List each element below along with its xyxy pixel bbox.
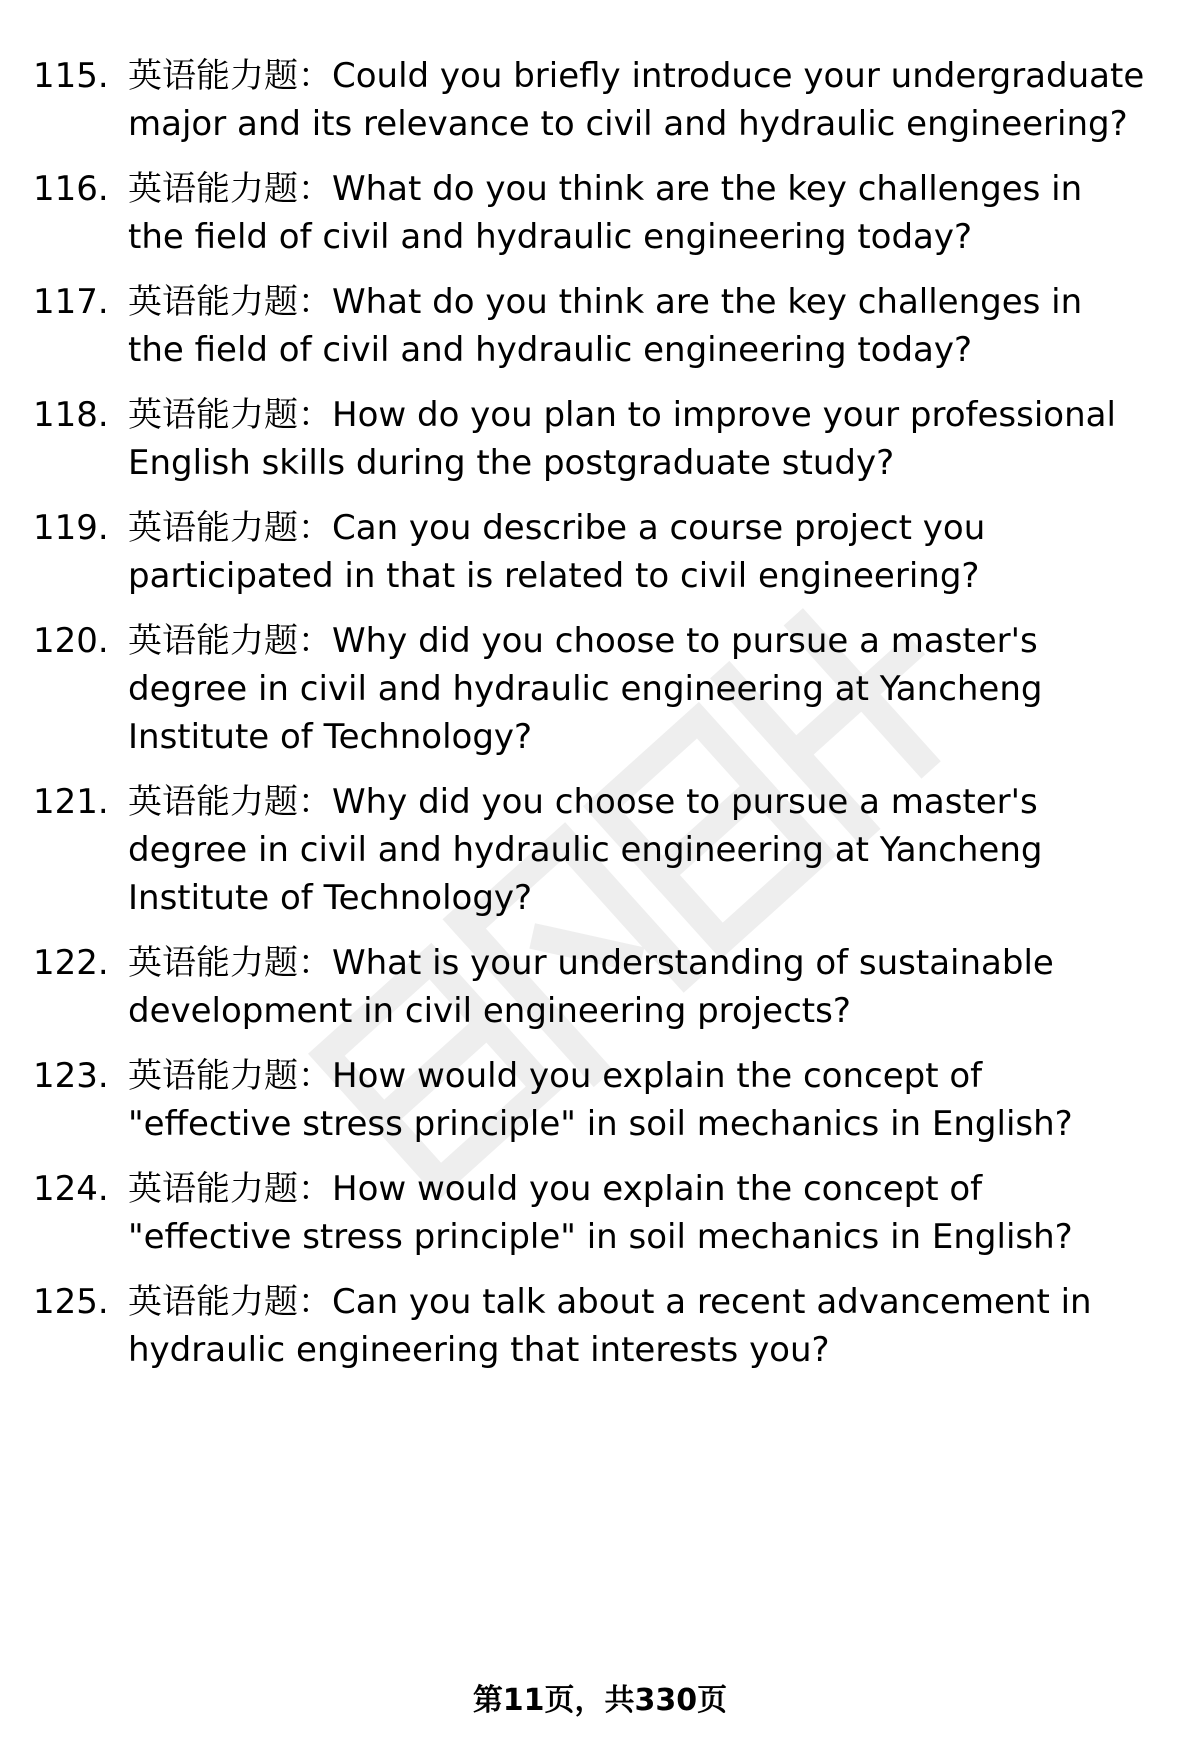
question-item bbox=[0, 778, 1200, 922]
question-text: What do you think are the key challenges in the field of civil and hydraulic engineering today? bbox=[128, 282, 1083, 370]
question-body bbox=[128, 1052, 1148, 1148]
question-text: Could you briefly introduce your undergraduate major and its relevance to civil and hydraulic engineering? bbox=[128, 56, 1145, 144]
question-item bbox=[0, 1278, 1200, 1374]
question-text: How would you explain the concept of "effective stress principle" in soil mechanics in English? bbox=[128, 1056, 1073, 1144]
question-item bbox=[0, 1052, 1200, 1148]
question-number: 122. bbox=[33, 943, 109, 983]
question-body bbox=[128, 778, 1148, 922]
question-number: 119. bbox=[33, 508, 109, 548]
question-number: 115. bbox=[33, 56, 109, 96]
question-text: Can you talk about a recent advancement in hydraulic engineering that interests you? bbox=[128, 1282, 1092, 1370]
question-tag: 英语能力题： bbox=[128, 943, 332, 983]
question-body bbox=[128, 504, 1148, 600]
page-footer: 第11页，共330页 bbox=[472, 1683, 728, 1718]
question-tag: 英语能力题： bbox=[128, 56, 332, 96]
question-item bbox=[0, 939, 1200, 1035]
question-list bbox=[0, 52, 1200, 1391]
question-item bbox=[0, 391, 1200, 487]
question-item bbox=[0, 1165, 1200, 1261]
question-tag: 英语能力题： bbox=[128, 1282, 332, 1322]
question-text: Why did you choose to pursue a master's degree in civil and hydraulic engineering at Yancheng Institute of Technology? bbox=[128, 782, 1043, 918]
question-body bbox=[128, 278, 1148, 374]
question-number: 118. bbox=[33, 395, 109, 435]
question-item bbox=[0, 617, 1200, 761]
question-body bbox=[128, 1165, 1148, 1261]
question-number: 121. bbox=[33, 782, 109, 822]
question-text: How do you plan to improve your professional English skills during the postgraduate study? bbox=[128, 395, 1116, 483]
question-number: 123. bbox=[33, 1056, 109, 1096]
question-number: 125. bbox=[33, 1282, 109, 1322]
question-text: Can you describe a course project you participated in that is related to civil engineering? bbox=[128, 508, 986, 596]
question-number: 116. bbox=[33, 169, 109, 209]
question-text: Why did you choose to pursue a master's degree in civil and hydraulic engineering at Yancheng Institute of Technology? bbox=[128, 621, 1043, 757]
question-item bbox=[0, 504, 1200, 600]
question-tag: 英语能力题： bbox=[128, 169, 332, 209]
question-body bbox=[128, 52, 1148, 148]
question-body bbox=[128, 165, 1148, 261]
question-item bbox=[0, 278, 1200, 374]
question-tag: 英语能力题： bbox=[128, 782, 332, 822]
question-tag: 英语能力题： bbox=[128, 508, 332, 548]
question-body bbox=[128, 1278, 1148, 1374]
question-number: 120. bbox=[33, 621, 109, 661]
question-body bbox=[128, 939, 1148, 1035]
question-tag: 英语能力题： bbox=[128, 395, 332, 435]
question-number: 117. bbox=[33, 282, 109, 322]
question-text: How would you explain the concept of "effective stress principle" in soil mechanics in English? bbox=[128, 1169, 1073, 1257]
question-text: What do you think are the key challenges in the field of civil and hydraulic engineering today? bbox=[128, 169, 1083, 257]
question-tag: 英语能力题： bbox=[128, 282, 332, 322]
question-body bbox=[128, 391, 1148, 487]
question-item bbox=[0, 165, 1200, 261]
question-body bbox=[128, 617, 1148, 761]
question-number: 124. bbox=[33, 1169, 109, 1209]
question-tag: 英语能力题： bbox=[128, 1056, 332, 1096]
question-tag: 英语能力题： bbox=[128, 621, 332, 661]
question-item bbox=[0, 52, 1200, 148]
question-text: What is your understanding of sustainable development in civil engineering projects? bbox=[128, 943, 1054, 1031]
question-tag: 英语能力题： bbox=[128, 1169, 332, 1209]
